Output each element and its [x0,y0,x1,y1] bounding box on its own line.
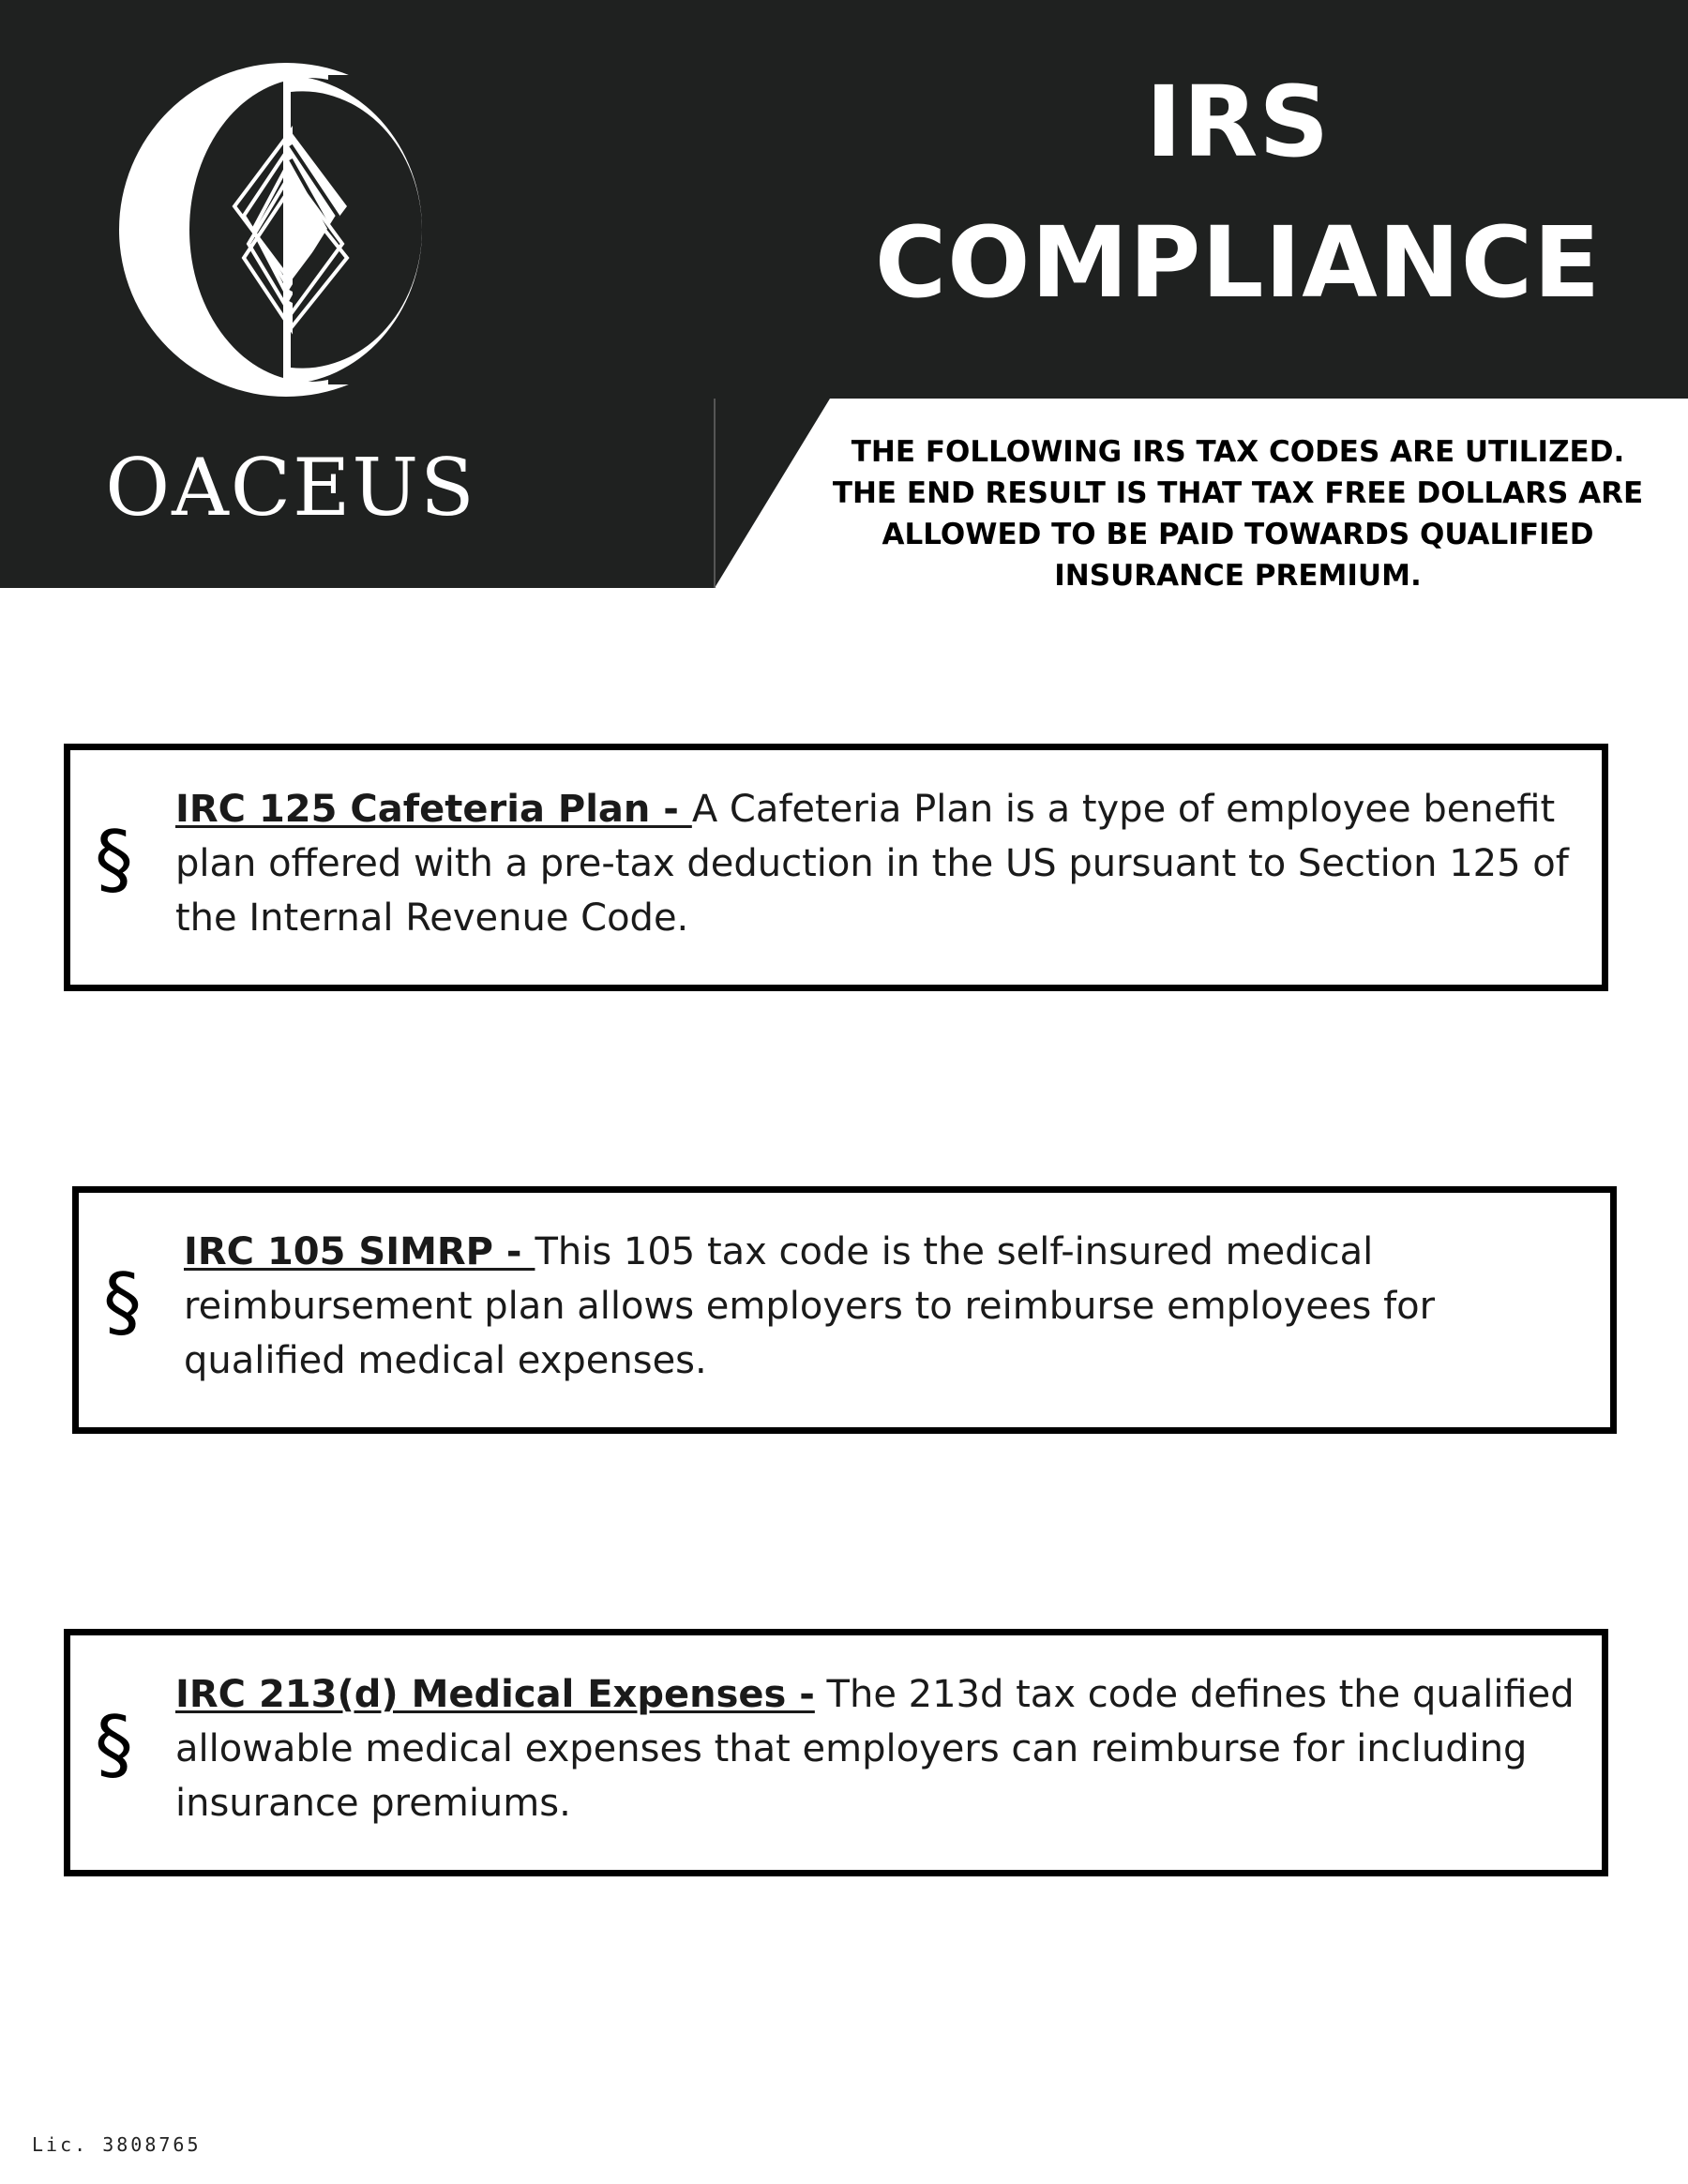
section-sign-icon: § [95,815,133,904]
title-line-2: COMPLIANCE [874,205,1602,320]
irc-125-code: IRC 125 Cafeteria Plan - [175,788,692,831]
irc-105-description: This 105 tax code is the self-insured medical reimbursement plan allows employers to reimburse employees for qualified medical expenses. [184,1230,1436,1382]
section-sign-icon: § [103,1258,142,1347]
irc-125-box [64,744,1608,991]
page-title [816,52,1660,333]
irc-125-description: A Cafeteria Plan is a type of employee benefit plan offered with a pre-tax deduction in the US pursuant to Section 125 of the Internal Revenue Code. [175,788,1569,940]
irc-105-code: IRC 105 SIMRP - [184,1230,535,1273]
license-number: Lic. 3808765 [32,2133,202,2156]
irc-213d-text [175,1667,1582,1830]
section-sign-icon: § [95,1700,133,1789]
irc-213d-code: IRC 213(d) Medical Expenses - [175,1673,815,1716]
oaceus-logo-icon [113,56,460,403]
irc-105-box [72,1186,1617,1434]
title-line-1: IRS [1145,65,1331,179]
irc-125-text [175,782,1582,945]
intro-text: THE FOLLOWING IRS TAX CODES ARE UTILIZED. THE END RESULT IS THAT TAX FREE DOLLARS ARE ALLOWED TO BE PAID TOWARDS QUALIFIED INSURANCE PREMIUM. [832,435,1644,593]
irc-213d-description: The 213d tax code defines the qualified allowable medical expenses that employers can reimburse for including insurance premiums. [175,1673,1575,1825]
irc-213d-box [64,1629,1608,1876]
brand-name: OACEUS [105,442,476,534]
irc-105-text [184,1225,1590,1388]
